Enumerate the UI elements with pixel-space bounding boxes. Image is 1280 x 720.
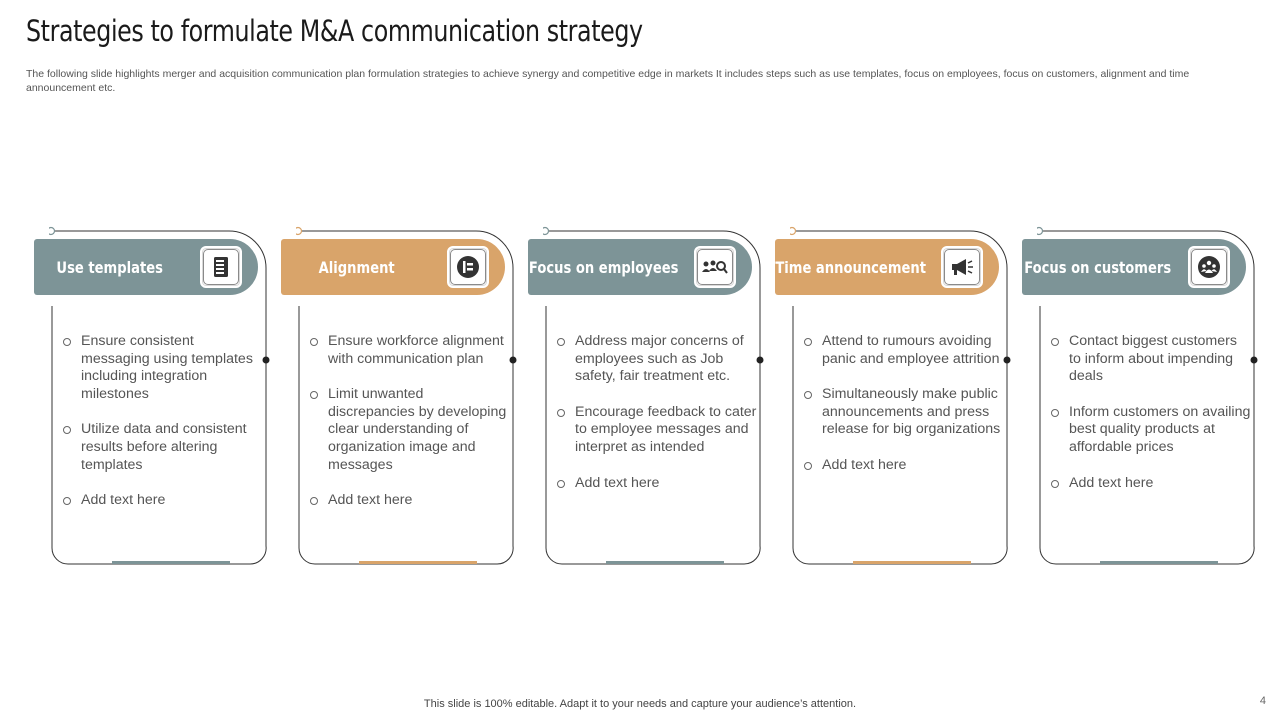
list-item: Utilize data and consistent results before altering templates [63, 421, 263, 474]
list-item: Ensure consistent messaging using templates including integration milestones [63, 333, 263, 403]
customers-icon-box [1188, 246, 1230, 288]
page-number: 4 [1259, 695, 1266, 707]
page-subtitle: The following slide highlights merger and acquisition communication plan formulation strategies to achieve synergy and competitive edge in markets It includes steps such as use templates, focus on employees, focus on customers, alignment and time announcement etc. [26, 68, 1190, 94]
bullet-list [804, 333, 1004, 493]
page-title: Strategies to formulate M&A communication strategy [26, 14, 643, 48]
list-item: Simultaneously make public announcements and press release for big organizations [804, 386, 1004, 439]
bullet-list [1051, 333, 1251, 510]
card-title: Focus on employees [528, 257, 679, 277]
employees-search-icon-box [694, 246, 736, 288]
bullet-list [310, 333, 510, 528]
list-item: Add text here [1051, 475, 1251, 493]
list-item: Add text here [557, 475, 757, 493]
card-time-announcement [775, 226, 1022, 566]
list-item: Ensure workforce alignment with communication plan [310, 333, 510, 368]
footer-note: This slide is 100% editable. Adapt it to your needs and capture your audience’s attention. [423, 698, 857, 710]
server-icon-box [200, 246, 242, 288]
megaphone-icon [950, 257, 974, 277]
megaphone-icon-box [941, 246, 983, 288]
card-header [281, 239, 505, 295]
list-item: Add text here [804, 457, 1004, 475]
server-icon [211, 256, 231, 278]
list-item: Encourage feedback to cater to employee messages and interpret as intended [557, 404, 757, 457]
list-item: Inform customers on availing best quality products at affordable prices [1051, 404, 1251, 457]
list-item: Limit unwanted discrepancies by developing clear understanding of organization image and messages [310, 386, 510, 474]
card-accent-bar [853, 561, 971, 564]
card-accent-bar [359, 561, 477, 564]
card-accent-bar [112, 561, 230, 564]
card-focus-on-customers [1024, 226, 1269, 566]
card-title: Focus on customers [1024, 257, 1172, 277]
list-item: Address major concerns of employees such as Job safety, fair treatment etc. [557, 333, 757, 386]
card-header [34, 239, 258, 295]
customers-icon [1197, 255, 1221, 279]
card-title: Alignment [318, 257, 395, 277]
card-accent-bar [1100, 561, 1218, 564]
card-alignment [296, 226, 528, 566]
alignment-icon-box [447, 246, 489, 288]
card-title: Time announcement [775, 257, 927, 277]
list-item: Attend to rumours avoiding panic and employee attrition [804, 333, 1004, 368]
bullet-list [63, 333, 263, 528]
card-header [1022, 239, 1246, 295]
list-item: Contact biggest customers to inform about impending deals [1051, 333, 1251, 386]
card-use-templates [49, 226, 281, 566]
list-item: Add text here [310, 492, 510, 510]
card-accent-bar [606, 561, 724, 564]
bullet-list [557, 333, 757, 510]
card-header [528, 239, 752, 295]
card-header [775, 239, 999, 295]
card-title: Use templates [56, 257, 163, 277]
card-focus-on-employees [528, 226, 775, 566]
employees-search-icon [702, 258, 728, 276]
alignment-icon [456, 255, 480, 279]
list-item: Add text here [63, 492, 263, 510]
